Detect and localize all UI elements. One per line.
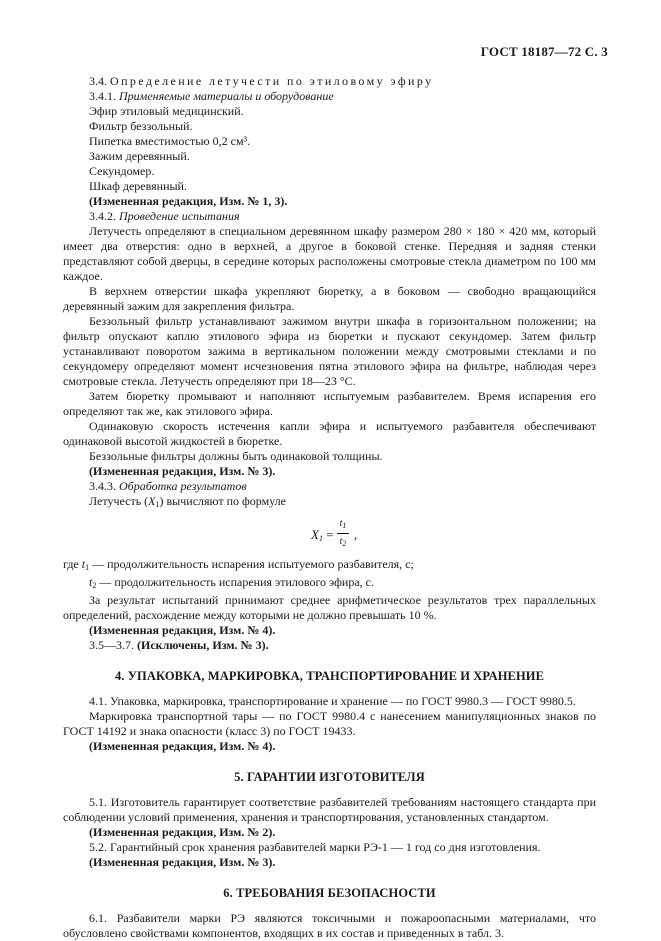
section-3-4-3-heading xyxy=(63,479,596,494)
paragraph: Летучесть определяют в специальном деревянном шкафу размером 280 × 180 × 420 мм, который имеет два отверстия: одно в верхней, а другое в боковой стенке. Передняя и задняя стенки представляют собой дверцы, в середине которых расположены смотровые стекла диаметром по 100 мм каждое. xyxy=(63,224,596,283)
page-content xyxy=(63,74,596,941)
equals-sign: = xyxy=(322,527,334,542)
text: 3.5—3.7. xyxy=(89,638,137,652)
material-item: Эфир этиловый медицинский. xyxy=(89,104,244,118)
material-item: Шкаф деревянный. xyxy=(89,179,187,193)
text: (Исключены, Изм. № 3). xyxy=(137,638,269,652)
formula-fraction xyxy=(337,517,349,550)
subscript: 1 xyxy=(318,534,323,543)
section-number: 3.4.2. xyxy=(89,209,116,223)
section-3-4-1-heading xyxy=(63,89,596,104)
section-3-4-heading xyxy=(63,74,596,89)
where-line xyxy=(63,557,596,575)
spacer xyxy=(63,684,596,694)
page-header: ГОСТ 18187—72 С. 3 xyxy=(480,44,608,59)
section-number: 3.4.3. xyxy=(89,479,116,493)
section-title: Обработка результатов xyxy=(119,479,247,493)
paragraph: Одинаковую скорость истечения капли эфира и испытуемого разбавителя обеспечивают одинаковой высотой жидкостей в бюретке. xyxy=(63,419,596,448)
paragraph: Затем бюретку промывают и наполняют испытуемым разбавителем. Время испарения его определяют так же, как этилового эфира. xyxy=(63,389,596,418)
edition-note: (Измененная редакция, Изм. № 2). xyxy=(89,825,276,839)
formula-lhs xyxy=(311,527,334,546)
spacer xyxy=(63,785,596,795)
subscript: 2 xyxy=(92,581,97,590)
formula-intro xyxy=(63,494,596,512)
formula-comma: , xyxy=(354,527,358,542)
section-title: Применяемые материалы и оборудование xyxy=(119,89,334,103)
variable: X xyxy=(148,494,156,508)
section-4-heading: 4. УПАКОВКА, МАРКИРОВКА, ТРАНСПОРТИРОВАНИЕ И ХРАНЕНИЕ xyxy=(114,669,545,683)
paragraph: 5.2. Гарантийный срок хранения разбавителей марки РЭ-1 — 1 год со дня изготовления. xyxy=(89,840,541,854)
fraction-numerator xyxy=(337,517,349,532)
spacer xyxy=(63,754,596,770)
section-title: Определение летучести по этиловому эфиру xyxy=(110,74,434,88)
section-5-heading: 5. ГАРАНТИИ ИЗГОТОВИТЕЛЯ xyxy=(234,770,425,784)
section-6-heading: 6. ТРЕБОВАНИЯ БЕЗОПАСНОСТИ xyxy=(223,886,436,900)
variable: t xyxy=(339,518,343,529)
material-item: Секундомер. xyxy=(89,164,155,178)
text: — продолжительность испарения этилового эфира, с. xyxy=(96,575,374,589)
edition-note: (Измененная редакция, Изм. № 4). xyxy=(89,739,276,753)
fraction-denominator xyxy=(337,535,349,550)
subscript: 1 xyxy=(342,521,347,530)
edition-note: (Измененная редакция, Изм. № 1, 3). xyxy=(89,194,288,208)
formula xyxy=(63,515,596,555)
spacer xyxy=(63,653,596,669)
fraction-bar xyxy=(337,533,349,534)
variable: t xyxy=(81,557,86,571)
where-line xyxy=(63,575,596,593)
edition-note: (Измененная редакция, Изм. № 3). xyxy=(89,855,276,869)
material-item: Фильтр беззольный. xyxy=(89,119,193,133)
variable: t xyxy=(339,536,343,547)
material-item: Пипетка вместимостью 0,2 см³. xyxy=(89,134,251,148)
text: — продолжительность испарения испытуемого разбавителя, с; xyxy=(89,557,414,571)
text: ) вычисляют по формуле xyxy=(159,494,286,508)
subscript: 1 xyxy=(85,563,90,572)
section-number: 3.4. xyxy=(89,74,107,88)
variable: t xyxy=(89,575,93,589)
excluded-note xyxy=(63,638,596,653)
paragraph: Маркировка транспортной тары — по ГОСТ 9980.4 с нанесением манипуляционных знаков по ГОСТ 14192 и знака опасности (класс 3) по ГОСТ 19433. xyxy=(63,709,596,738)
text: где xyxy=(63,557,82,571)
variable: X xyxy=(311,527,319,542)
section-3-4-2-heading xyxy=(63,209,596,224)
section-title: Проведение испытания xyxy=(119,209,240,223)
paragraph: Беззольный фильтр устанавливают зажимом внутри шкафа в горизонтальном положении; на фильтр опускают каплю этилового эфира из бюретки и пускают секундомер. Затем фильтр устанавливают поворотом зажима в вертикальном положении между смотровыми стеклами и по секундомеру определяют момент исчезновения пятна этилового эфира на фильтре, наблюдая через смотровые стекла. Летучесть определяют при 18—23 °С. xyxy=(63,314,596,388)
paragraph: 4.1. Упаковка, маркировка, транспортирование и хранение — по ГОСТ 9980.3 — ГОСТ 9980.5. xyxy=(89,694,576,708)
edition-note: (Измененная редакция, Изм. № 3). xyxy=(89,464,276,478)
subscript: 1 xyxy=(155,500,160,509)
spacer xyxy=(63,901,596,911)
paragraph: 5.1. Изготовитель гарантирует соответствие разбавителей требованиям настоящего стандарта при соблюдении условий применения, хранения и транспортирования, установленных стандартом. xyxy=(63,795,596,824)
edition-note: (Измененная редакция, Изм. № 4). xyxy=(89,623,276,637)
text: Летучесть ( xyxy=(89,494,149,508)
subscript: 2 xyxy=(342,539,347,548)
material-item: Зажим деревянный. xyxy=(89,149,190,163)
spacer xyxy=(63,870,596,886)
paragraph: В верхнем отверстии шкафа укрепляют бюретку, а в боковом — свободно вращающийся деревянный зажим для закрепления фильтра. xyxy=(63,284,596,313)
paragraph: 6.1. Разбавители марки РЭ являются токсичными и пожароопасными материалами, что обусловлено свойствами компонентов, входящих в их состав и приведенных в табл. 3. xyxy=(63,911,596,940)
paragraph: За результат испытаний принимают среднее арифметическое результатов трех параллельных определений, расхождение между которыми не должно превышать 10 %. xyxy=(63,593,596,622)
section-number: 3.4.1. xyxy=(89,89,116,103)
paragraph: Беззольные фильтры должны быть одинаковой толщины. xyxy=(89,449,383,463)
